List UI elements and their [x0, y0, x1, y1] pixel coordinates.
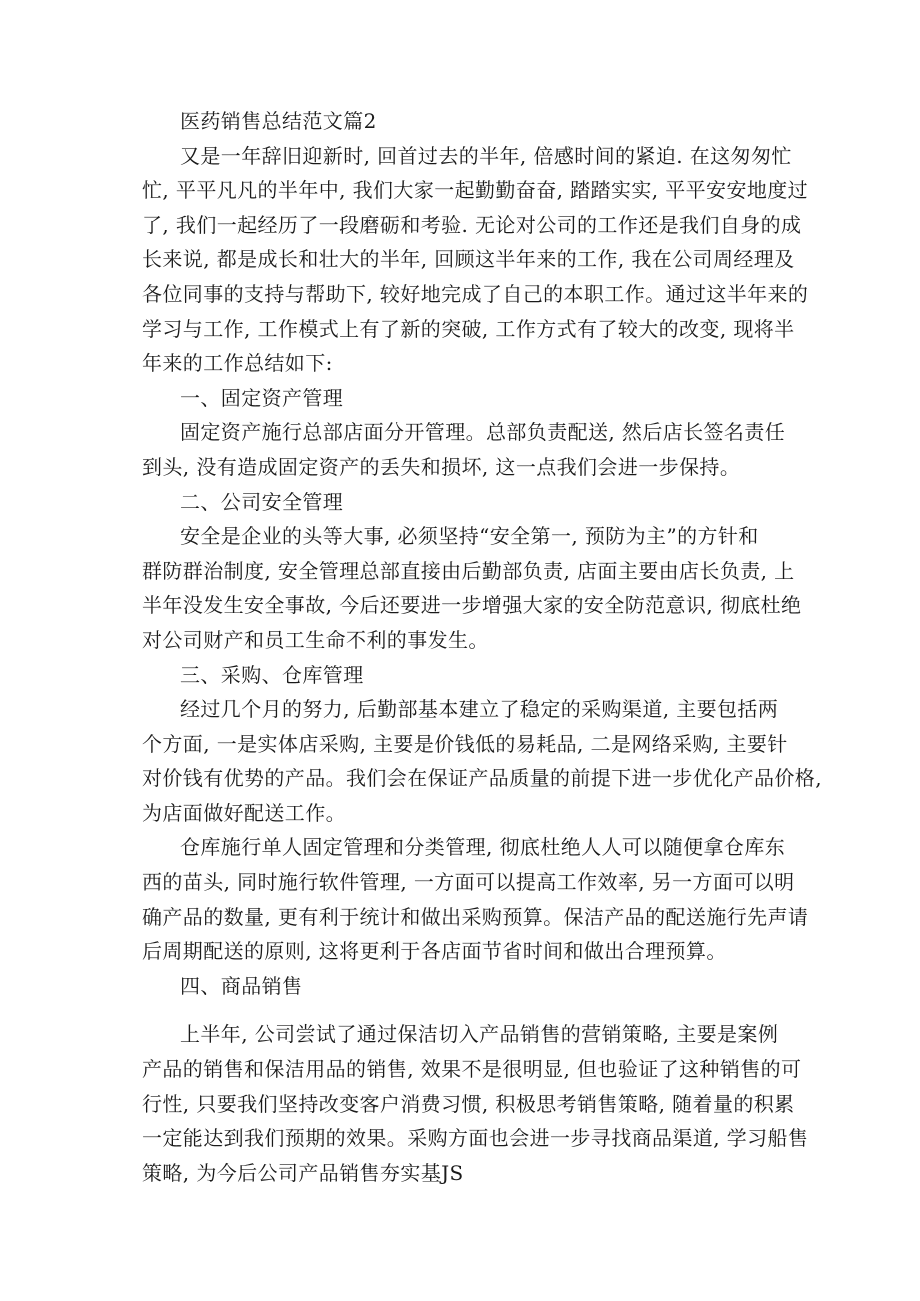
section4-line: 产品的销售和保洁用品的销售, 效果不是很明显, 但也验证了这种销售的可 — [142, 1057, 802, 1082]
section2-line: 安全是企业的头等大事, 必须坚持“安全第一, 预防为主”的方针和 — [180, 524, 759, 549]
intro-line: 长来说, 都是成长和壮大的半年, 回顾这半年来的工作, 我在公司周经理及 — [142, 247, 795, 272]
section3-para1-line: 为店面做好配送工作。 — [142, 800, 346, 825]
section3-para1-line: 对价钱有优势的产品。我们会在保证产品质量的前提下进一步优化产品价格, — [142, 766, 822, 791]
intro-line: 年来的工作总结如下: — [142, 351, 333, 376]
section4-line: 行性, 只要我们坚持改变客户消费习惯, 积极思考销售策略, 随着量的积累 — [142, 1091, 795, 1116]
intro-line: 了, 我们一起经历了一段磨砺和考验. 无论对公司的工作还是我们自身的成 — [142, 212, 802, 237]
section2-line: 对公司财产和员工生命不利的事发生。 — [142, 627, 489, 652]
intro-line: 各位同事的支持与帮助下, 较好地完成了自己的本职工作。通过这半年来的 — [142, 281, 809, 306]
document-page — [142, 104, 822, 1190]
section-heading-sales: 四、商品销售 — [180, 973, 303, 998]
paragraph-spacer — [142, 1003, 802, 1017]
intro-line: 忙, 平平凡凡的半年中, 我们大家一起勤勤奋奋, 踏踏实实, 平平安安地度过 — [142, 178, 809, 203]
section3-para2-line: 仓库施行单人固定管理和分类管理, 彻底杜绝人人可以随便拿仓库东 — [180, 835, 786, 860]
section2-line: 半年没发生安全事故, 今后还要进一步增强大家的安全防范意识, 彻底杜绝 — [142, 593, 802, 618]
section3-para2-line: 后周期配送的原则, 这将更利于各店面节省时间和做出合理预算。 — [142, 939, 727, 964]
section1-line: 到头, 没有造成固定资产的丢失和损坏, 这一点我们会进一步保持。 — [142, 454, 741, 479]
intro-line: 又是一年辞旧迎新时, 回首过去的半年, 倍感时间的紧迫. 在这匆匆忙 — [180, 143, 792, 168]
section4-line: 一定能达到我们预期的效果。采购方面也会进一步寻找商品渠道, 学习船售 — [142, 1126, 809, 1151]
section-heading-fixed-assets: 一、固定资产管理 — [180, 385, 344, 410]
section4-line: 上半年, 公司尝试了通过保洁切入产品销售的营销策略, 主要是案例 — [180, 1022, 779, 1047]
section3-para1-line: 个方面, 一是实体店采购, 主要是价钱低的易耗品, 二是网络采购, 主要针 — [142, 731, 788, 756]
section3-para1-line: 经过几个月的努力, 后勤部基本建立了稳定的采购渠道, 主要包括两 — [180, 697, 779, 722]
section1-line: 固定资产施行总部店面分开管理。总部负责配送, 然后店长签名责任 — [180, 420, 786, 445]
section2-line: 群防群治制度, 安全管理总部直接由后勤部负责, 店面主要由店长负责, 上 — [142, 558, 795, 583]
intro-line: 学习与工作, 工作模式上有了新的突破, 工作方式有了较大的改变, 现将半 — [142, 316, 795, 341]
section-heading-safety: 二、公司安全管理 — [180, 489, 344, 514]
section-heading-purchasing: 三、采购、仓库管理 — [180, 662, 364, 687]
document-title: 医药销售总结范文篇2 — [180, 109, 377, 133]
section3-para2-line: 西的苗头, 同时施行软件管理, 一方面可以提高工作效率, 另一方面可以明 — [142, 870, 795, 895]
section4-line: 策略, 为今后公司产品销售夯实基JS — [142, 1160, 464, 1185]
section3-para2-line: 确产品的数量, 更有利于统计和做出采购预算。保洁产品的配送施行先声请 — [142, 904, 809, 929]
